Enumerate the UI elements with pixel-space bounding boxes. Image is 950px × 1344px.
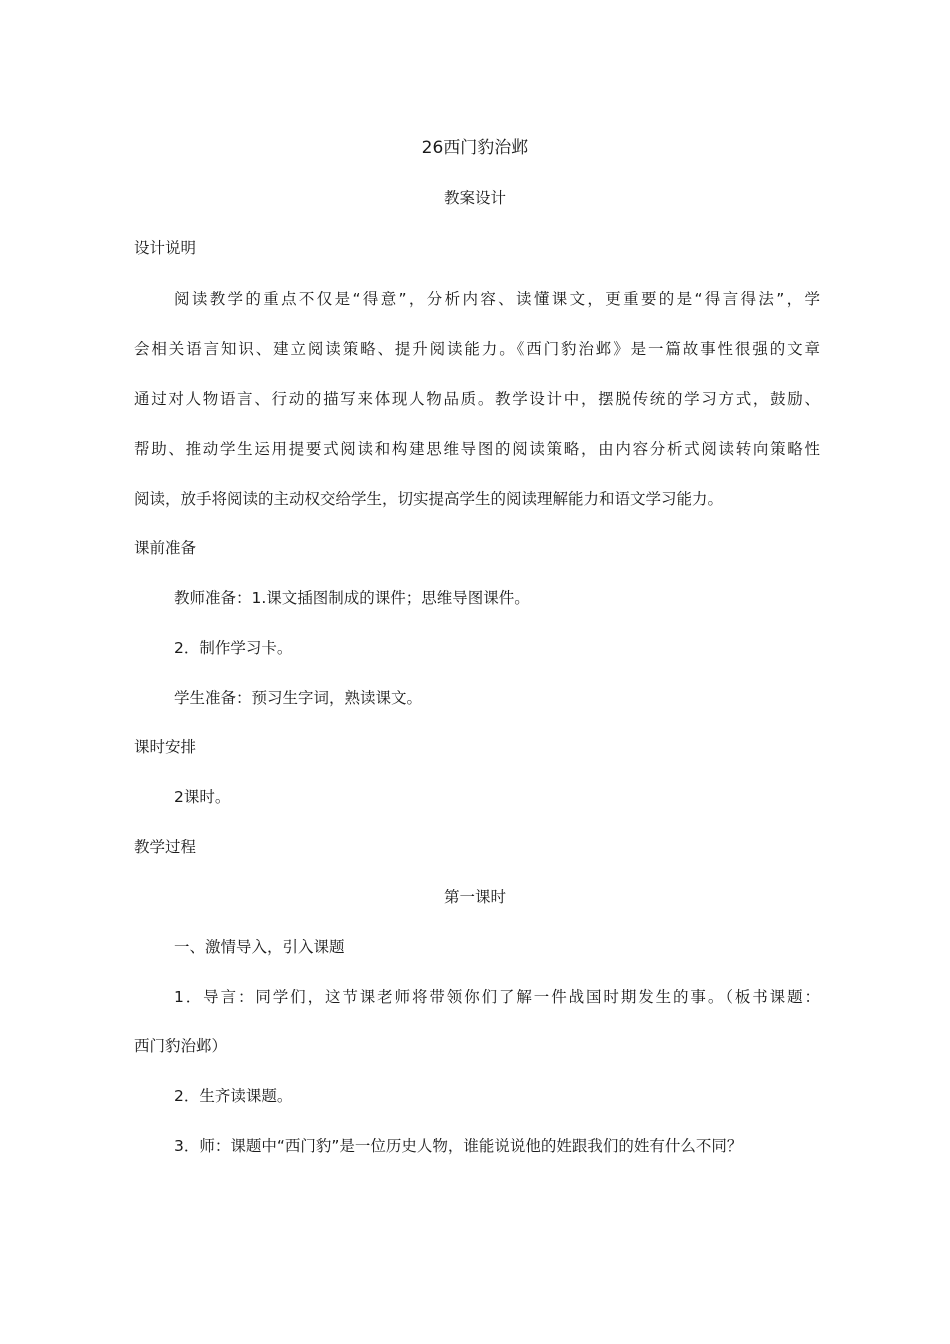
- lesson-title: 第一课时: [443, 888, 506, 906]
- schedule-text: 2课时。: [174, 788, 231, 806]
- document-subtitle: 教案设计: [443, 189, 506, 207]
- paragraph-line: 帮助、推动学生运用提要式阅读和构建思维导图的阅读策略，由内容分析式阅读转向策略性: [134, 440, 820, 458]
- process-item-2: 2．生齐读课题。: [174, 1087, 293, 1105]
- paragraph-line: 阅读，放手将阅读的主动权交给学生，切实提高学生的阅读理解能力和语文学习能力。: [134, 490, 724, 508]
- paragraph-line: 阅读教学的重点不仅是“得意”，分析内容、读懂课文，更重要的是“得言得法”，学: [174, 290, 820, 308]
- paragraph-line: 会相关语言知识、建立阅读策略、提升阅读能力。《西门豹治邺》是一篇故事性很强的文章: [134, 340, 820, 358]
- heading-preparation: 课前准备: [134, 539, 197, 557]
- heading-schedule: 课时安排: [134, 738, 197, 756]
- document-title: 26西门豹治邺: [421, 138, 529, 158]
- heading-design-note: 设计说明: [134, 239, 197, 257]
- process-item-1-continued: 西门豹治邺）: [134, 1037, 228, 1055]
- paragraph-line: 通过对人物语言、行动的描写来体现人物品质。教学设计中，摆脱传统的学习方式，鼓励、: [134, 390, 820, 408]
- process-item-1: 1．导言：同学们，这节课老师将带领你们了解一件战国时期发生的事。（板书课题：: [174, 988, 820, 1006]
- part-title: 一、激情导入，引入课题: [174, 938, 345, 956]
- teacher-preparation: 教师准备：1.课文插图制成的课件；思维导图课件。: [174, 589, 530, 607]
- student-preparation: 学生准备：预习生字词，熟读课文。: [174, 689, 423, 707]
- heading-process: 教学过程: [134, 838, 197, 856]
- process-item-3: 3．师：课题中“西门豹”是一位历史人物，谁能说说他的姓跟我们的姓有什么不同？: [174, 1137, 743, 1155]
- teacher-preparation-item-2: 2．制作学习卡。: [174, 639, 293, 657]
